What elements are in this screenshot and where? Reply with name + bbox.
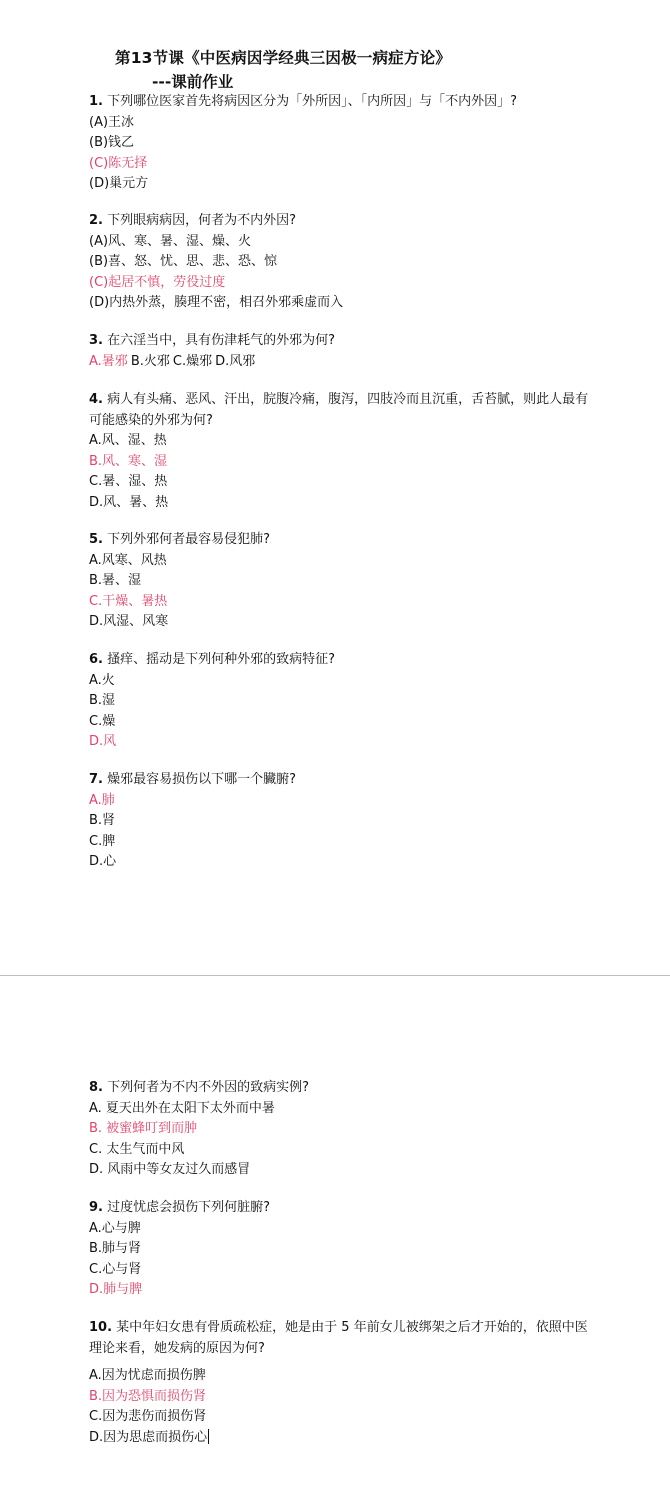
option-d: (D)内热外蒸，腠理不密，相召外邪乘虚而入 [89,295,344,310]
question-9 [89,1198,599,1301]
question-stem [89,211,599,232]
option-b: B.肾 [89,813,116,828]
question-1 [89,92,599,195]
option-c: C.燥 [89,713,116,729]
option-a: A.心与脾 [89,1220,141,1236]
option-c-answer: (C)起居不慎，劳役过度 [89,274,226,290]
question-number: 2. [89,213,103,228]
question-3 [89,331,599,372]
option-d-answer: D.肺与脾 [89,1282,143,1297]
question-10 [89,1318,599,1448]
question-5 [89,530,599,633]
question-text: 病人有头痛、恶风、汗出，脘腹冷痛，腹泻，四肢冷而且沉重，舌苔腻，则此人最有可能感染的外邪为何? [89,392,589,428]
option-c: C.脾 [89,833,116,849]
option-b: (B)钱乙 [89,135,135,150]
option-d: D.风湿、风寒 [89,614,169,629]
question-stem [89,650,599,671]
question-4 [89,390,599,513]
options-inline [89,352,599,373]
question-stem [89,1198,599,1219]
option-c: C. 太生气而中风 [89,1141,185,1157]
option-c: C.燥邪 [172,353,213,369]
question-number: 1. [89,94,103,109]
option-b: B.火邪 [130,353,170,369]
option-a: A. 夏天出外在太阳下太外而中暑 [89,1100,275,1116]
option-b: B.暑、湿 [89,573,142,588]
question-text: 下列眼病病因，何者为不内外因? [107,213,297,228]
question-stem [89,1318,599,1359]
option-c: C.心与肾 [89,1261,142,1277]
question-6 [89,650,599,753]
question-text: 下列何者为不内不外因的致病实例? [107,1080,310,1095]
question-stem [89,390,599,431]
question-7 [89,770,599,873]
spacer [89,1359,599,1366]
option-b: B.肺与肾 [89,1241,142,1256]
option-a: (A)风、寒、暑、湿、燥、火 [89,233,252,249]
question-text: 燥邪最容易损伤以下哪一个臟腑? [107,772,297,787]
question-2 [89,211,599,314]
question-number: 7. [89,772,103,787]
option-a: A.风寒、风热 [89,552,167,568]
question-text: 搔痒、摇动是下列何种外邪的致病特征? [107,652,336,667]
option-b-answer: B.风、寒、湿 [89,453,168,469]
option-d: D.心 [89,854,117,869]
option-c: C.因为悲伤而损伤肾 [89,1409,207,1424]
question-stem [89,92,599,113]
option-d-answer: D.风 [89,734,117,749]
option-c: C.暑、湿、热 [89,474,168,489]
question-text: 过度忧虑会损伤下列何脏腑? [107,1200,271,1215]
text-cursor [208,1429,209,1444]
option-b: B.湿 [89,693,116,708]
document-subtitle: ---课前作业 [152,73,234,91]
option-a-answer: A.暑邪 [89,353,128,369]
document-page-2 [0,977,670,1504]
question-text: 下列外邪何者最容易侵犯肺? [107,532,271,547]
option-d: D.风邪 [215,353,256,369]
option-a: A.火 [89,672,115,688]
question-stem [89,770,599,791]
option-c-answer: (C)陈无择 [89,155,148,171]
question-number: 10. [89,1320,113,1335]
document-title: 第13节课《中医病因学经典三因极一病症方论》 [115,49,451,67]
option-d: D.风、暑、热 [89,494,169,510]
question-stem [89,331,599,352]
question-stem [89,530,599,551]
question-number: 6. [89,652,103,667]
option-b-answer: B.因为恐惧而损伤肾 [89,1388,207,1404]
option-c-answer: C.干燥、暑热 [89,593,168,609]
question-number: 3. [89,333,103,348]
option-d: (D)巢元方 [89,176,149,191]
question-number: 5. [89,532,103,547]
option-d: D.因为思虑而损伤心 [89,1429,208,1445]
question-text: 在六淫当中，具有伤津耗气的外邪为何? [107,333,336,348]
option-b: (B)喜、怒、忧、思、悲、恐、惊 [89,254,278,269]
question-number: 9. [89,1200,103,1215]
question-text: 下列哪位医家首先将病因区分为「外所因」、「内所因」与「不内外因」? [107,94,518,109]
option-a: A.风、湿、热 [89,433,167,448]
option-b-answer: B. 被蜜蜂叮到而肿 [89,1121,198,1136]
option-a: (A)王冰 [89,114,135,130]
option-d-line[interactable] [89,1428,599,1449]
question-8 [89,1078,599,1181]
question-stem [89,1078,599,1099]
question-number: 8. [89,1080,103,1095]
option-d: D. 风雨中等女友过久而感冒 [89,1162,251,1177]
option-a: A.因为忧虑而损伤脾 [89,1368,206,1383]
option-a-answer: A.肺 [89,792,115,808]
question-number: 4. [89,392,103,407]
question-text: 某中年妇女患有骨质疏松症，她是由于 5 年前女儿被绑架之后才开始的，依照中医理论来看，她发病的原因为何? [89,1320,588,1356]
page-divider [0,975,670,976]
